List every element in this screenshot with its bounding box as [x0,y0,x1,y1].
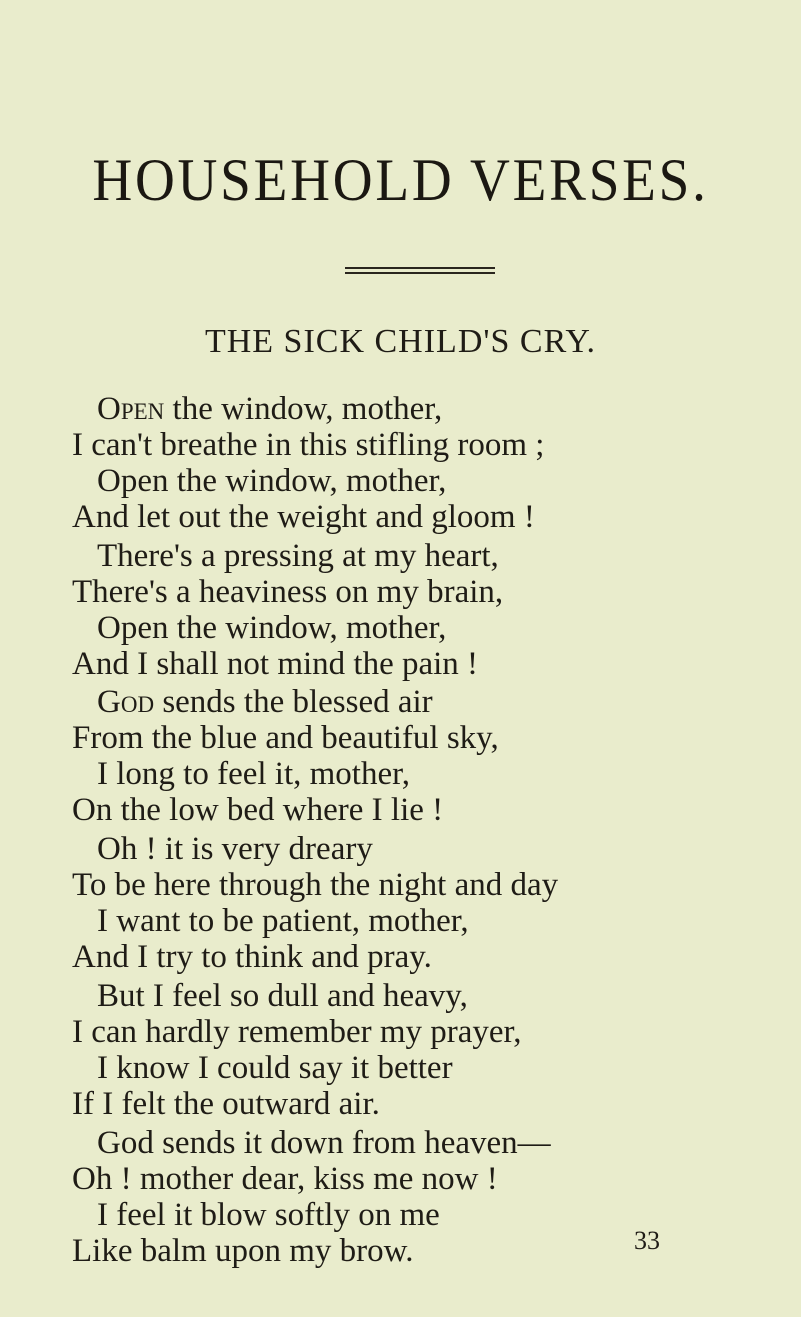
line-text: sends the blessed air [154,684,433,720]
running-head: HOUSEHOLD VERSES. [92,147,709,213]
stanza-5 [72,978,792,1122]
poem-line: And let out the weight and gloom ! [72,499,535,535]
poem-line: Like balm upon my brow. [72,1233,414,1269]
poem-line: I can hardly remember my prayer, [72,1014,522,1050]
poem-line: I long to feel it, mother, [97,756,411,792]
poem-line: And I shall not mind the pain ! [72,646,479,682]
title-rule-top [345,267,495,269]
poem-line: I can't breathe in this stifling room ; [72,427,545,463]
poem-line: Oh ! it is very dreary [97,831,373,867]
poem-line: And I try to think and pray. [72,939,432,975]
poem-line: There's a pressing at my heart, [97,538,499,574]
poem-line: To be here through the night and day [72,867,559,903]
poem-line: There's a heaviness on my brain, [72,574,504,610]
stanza-1 [72,391,792,535]
poem-line: On the low bed where I lie ! [72,792,444,828]
small-caps-lead: God [97,684,155,720]
stanza-3 [72,684,792,828]
title-rule-bottom [345,272,495,274]
poem-line: I want to be patient, mother, [97,903,469,939]
stanza-2 [72,538,792,682]
stanza-6 [72,1125,792,1269]
small-caps-lead: Open [97,391,165,427]
poem-line: God sends it down from heaven— [97,1125,551,1161]
poem-line [72,684,792,720]
poem-line: I know I could say it better [97,1050,453,1086]
poem-line: Open the window, mother, [97,463,447,499]
poem-title: THE SICK CHILD'S CRY. [204,323,597,360]
poem-line: Open the window, mother, [97,610,447,646]
poem-line [72,391,792,427]
poem-line: But I feel so dull and heavy, [97,978,468,1014]
stanza-4 [72,831,792,975]
poem-line: If I felt the outward air. [72,1086,380,1122]
poem-line: From the blue and beautiful sky, [72,720,499,756]
poem-line: Oh ! mother dear, kiss me now ! [72,1161,498,1197]
line-text: the window, mother, [164,391,443,427]
poem-line: I feel it blow softly on me [97,1197,440,1233]
page-number: 33 [634,1226,660,1255]
